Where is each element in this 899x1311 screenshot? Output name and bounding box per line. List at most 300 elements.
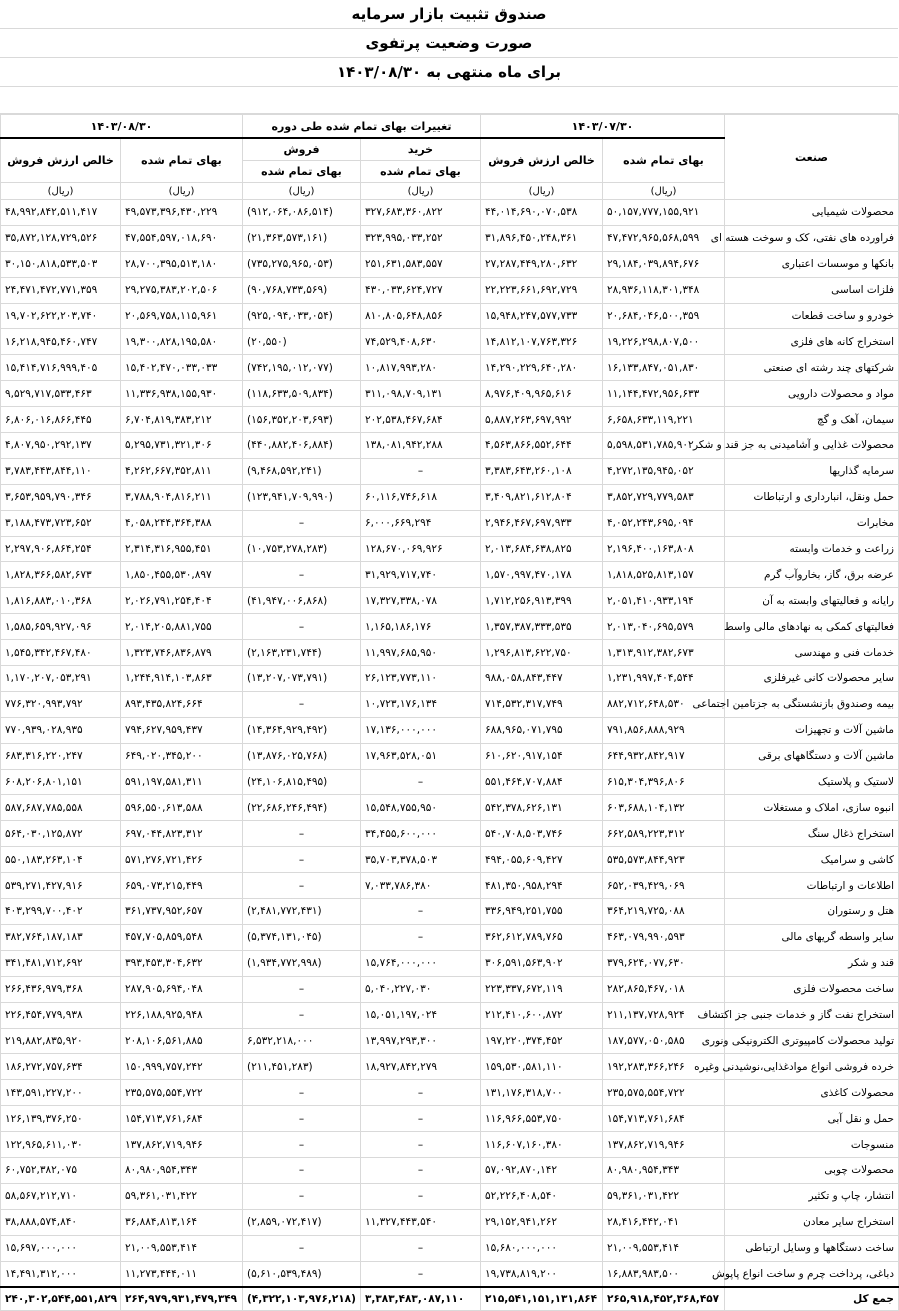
buy-cost: ۶,۰۰۰,۶۶۹,۲۹۴ xyxy=(361,510,481,536)
table-row xyxy=(1,407,899,433)
end-net-value: ۱۹,۷۰۲,۶۲۲,۲۰۳,۷۴۰ xyxy=(1,303,121,329)
industry-name: خرده فروشی انواع موادغذایی،نوشیدنی وغیره xyxy=(725,1054,899,1080)
buy-cost: ۱۱,۳۲۷,۴۴۳,۵۴۰ xyxy=(361,1209,481,1235)
start-net-value: ۱,۳۵۷,۳۸۷,۳۳۳,۵۳۵ xyxy=(481,614,603,640)
end-net-value: ۱۲۶,۱۳۹,۳۷۶,۲۵۰ xyxy=(1,1106,121,1132)
buy-cost: ۱۳۸,۰۸۱,۹۴۲,۲۸۸ xyxy=(361,433,481,459)
end-cost-header: بهای تمام شده xyxy=(121,138,243,183)
end-net-value: ۱۲۲,۹۶۵,۶۱۱,۰۳۰ xyxy=(1,1132,121,1158)
start-net-value: ۴۴,۰۱۴,۶۹۰,۰۷۰,۵۳۸ xyxy=(481,200,603,226)
industry-name: استخراج نفت گاز و خدمات جنبی جز اکتشاف xyxy=(725,1002,899,1028)
table-row xyxy=(1,1106,899,1132)
report-title: صورت وضعیت پرتفوی xyxy=(0,29,898,58)
industry-name: شرکتهای چند رشته ای صنعتی xyxy=(725,355,899,381)
industry-name: مخابرات xyxy=(725,510,899,536)
buy-cost: ۱۲۸,۶۷۰,۰۶۹,۹۲۶ xyxy=(361,536,481,562)
buy-cost: ۱۵,۰۵۱,۱۹۷,۰۲۴ xyxy=(361,1002,481,1028)
end-net-value: ۳۴۱,۴۸۱,۷۱۲,۶۹۲ xyxy=(1,950,121,976)
end-cost: ۷۹۴,۶۲۷,۹۵۹,۴۳۷ xyxy=(121,717,243,743)
start-cost: ۶۴۴,۹۳۲,۸۴۲,۹۱۷ xyxy=(603,743,725,769)
buy-cost: ۱۰,۷۲۳,۱۷۶,۱۳۴ xyxy=(361,691,481,717)
end-net-value: ۶,۸۰۶,۰۱۶,۸۶۶,۴۴۵ xyxy=(1,407,121,433)
start-cost: ۴,۲۷۲,۱۳۵,۹۴۵,۰۵۲ xyxy=(603,458,725,484)
start-cost: ۱۶,۸۸۳,۹۸۳,۵۰۰ xyxy=(603,1261,725,1287)
end-cost: ۴۷,۵۵۴,۵۹۷,۰۱۸,۶۹۰ xyxy=(121,225,243,251)
sell-cost: – xyxy=(243,562,361,588)
table-row xyxy=(1,225,899,251)
table-row xyxy=(1,1183,899,1209)
start-net-value: ۴۸۱,۳۵۰,۹۵۸,۲۹۴ xyxy=(481,873,603,899)
sell-cost: – xyxy=(243,510,361,536)
start-net-value: ۳۰۶,۵۹۱,۵۶۳,۹۰۲ xyxy=(481,950,603,976)
table-row xyxy=(1,821,899,847)
start-net-value: ۳,۴۰۹,۸۲۱,۶۱۲,۸۰۴ xyxy=(481,484,603,510)
table-row xyxy=(1,795,899,821)
sell-cost: (۲۰,۵۵۰) xyxy=(243,329,361,355)
sell-cost: – xyxy=(243,614,361,640)
sell-cost: – xyxy=(243,1157,361,1183)
start-cost: ۲,۰۱۳,۰۴۰,۶۹۵,۵۷۹ xyxy=(603,614,725,640)
industry-name: محصولات غذایی و آشامیدنی به جز قند و شکر xyxy=(725,433,899,459)
buy-cost: – xyxy=(361,458,481,484)
table-row xyxy=(1,484,899,510)
end-cost: ۶۵۹,۰۷۳,۲۱۵,۴۴۹ xyxy=(121,873,243,899)
end-net-value: ۳,۶۵۳,۹۵۹,۷۹۰,۳۴۶ xyxy=(1,484,121,510)
end-net-value: ۹,۵۲۹,۷۱۷,۵۳۳,۴۶۳ xyxy=(1,381,121,407)
start-net-value: ۶۱۰,۶۲۰,۹۱۷,۱۵۴ xyxy=(481,743,603,769)
start-cost: ۱۹,۲۲۶,۲۹۸,۸۰۷,۵۰۰ xyxy=(603,329,725,355)
sell-cost: – xyxy=(243,976,361,1002)
start-cost: ۳۷۹,۶۲۴,۰۷۷,۶۳۰ xyxy=(603,950,725,976)
end-net-value: ۳۰,۱۵۰,۸۱۸,۵۳۳,۵۰۳ xyxy=(1,251,121,277)
table-row xyxy=(1,873,899,899)
start-cost-header: بهای تمام شده xyxy=(603,138,725,183)
industry-name: استخراج کانه های فلزی xyxy=(725,329,899,355)
start-cost: ۶۶۲,۵۸۹,۲۲۳,۳۱۲ xyxy=(603,821,725,847)
start-net-value: ۲۷,۲۸۷,۴۴۹,۲۸۰,۶۳۲ xyxy=(481,251,603,277)
start-cost: ۲۸,۹۳۶,۱۱۸,۳۰۱,۳۴۸ xyxy=(603,277,725,303)
total-end-net-value: ۲۴۰,۳۰۲,۵۴۴,۵۵۱,۸۲۹ xyxy=(1,1287,121,1311)
buy-cost: ۳۲۷,۶۸۳,۳۶۰,۸۲۲ xyxy=(361,200,481,226)
start-net-value: ۲۲۳,۳۳۷,۶۷۲,۱۱۹ xyxy=(481,976,603,1002)
table-row xyxy=(1,640,899,666)
table-row xyxy=(1,769,899,795)
start-net-value: ۱,۲۹۶,۸۱۳,۶۲۲,۷۵۰ xyxy=(481,640,603,666)
start-net-value: ۱۹۷,۲۲۰,۳۷۴,۴۵۲ xyxy=(481,1028,603,1054)
end-cost: ۲۱,۰۰۹,۵۵۳,۴۱۴ xyxy=(121,1235,243,1261)
end-cost: ۸۰,۹۸۰,۹۵۴,۳۴۳ xyxy=(121,1157,243,1183)
end-cost: ۱۱,۲۷۳,۴۴۴,۰۱۱ xyxy=(121,1261,243,1287)
start-cost: ۳۶۴,۲۱۹,۷۲۵,۰۸۸ xyxy=(603,899,725,925)
start-cost: ۱۳۷,۸۶۲,۷۱۹,۹۴۶ xyxy=(603,1132,725,1158)
sell-cost: (۱۴,۳۶۴,۹۲۹,۴۹۲) xyxy=(243,717,361,743)
start-net-value: ۶۸۸,۹۶۵,۰۷۱,۷۹۵ xyxy=(481,717,603,743)
start-net-value: ۵۴۰,۷۰۸,۵۰۳,۷۴۶ xyxy=(481,821,603,847)
unit-label: (ریال) xyxy=(243,183,361,200)
start-cost: ۱۱,۱۴۴,۴۷۲,۹۵۶,۶۳۳ xyxy=(603,381,725,407)
industry-name: سرمایه گذاریها xyxy=(725,458,899,484)
table-row xyxy=(1,200,899,226)
end-net-value: ۱,۵۴۵,۳۴۲,۴۶۷,۴۸۰ xyxy=(1,640,121,666)
start-net-value: ۴۹۴,۰۵۵,۶۰۹,۴۲۷ xyxy=(481,847,603,873)
start-net-value: ۱۴,۲۹۰,۲۲۹,۶۴۰,۲۸۰ xyxy=(481,355,603,381)
end-net-value: ۱۸۶,۲۷۲,۷۵۷,۶۳۴ xyxy=(1,1054,121,1080)
end-net-value: ۱۴,۴۹۱,۳۱۲,۰۰۰ xyxy=(1,1261,121,1287)
sell-cost: (۱۱۸,۶۳۳,۵۰۹,۸۳۴) xyxy=(243,381,361,407)
industry-name: هتل و رستوران xyxy=(725,899,899,925)
end-net-value: ۱,۸۲۸,۳۶۶,۵۸۲,۶۷۳ xyxy=(1,562,121,588)
industry-name: زراعت و خدمات وابسته xyxy=(725,536,899,562)
industry-name: کاشی و سرامیک xyxy=(725,847,899,873)
start-cost: ۴۷,۴۷۲,۹۶۵,۵۶۸,۵۹۹ xyxy=(603,225,725,251)
end-net-value: ۵۵۰,۱۸۳,۲۶۳,۱۰۴ xyxy=(1,847,121,873)
end-cost: ۱۱,۳۳۶,۹۳۸,۱۵۵,۹۳۰ xyxy=(121,381,243,407)
total-row xyxy=(1,1287,899,1311)
end-net-value: ۳,۱۸۸,۴۷۳,۷۲۳,۶۵۲ xyxy=(1,510,121,536)
buy-cost: ۱۱,۹۹۷,۶۸۵,۹۵۰ xyxy=(361,640,481,666)
sell-cost: – xyxy=(243,1183,361,1209)
table-row xyxy=(1,1157,899,1183)
buy-cost: ۳۲۳,۹۹۵,۰۳۳,۲۵۲ xyxy=(361,225,481,251)
sell-cost: – xyxy=(243,691,361,717)
buy-cost: ۱۳,۹۹۷,۲۹۳,۳۰۰ xyxy=(361,1028,481,1054)
industry-name: سایر واسطه گریهای مالی xyxy=(725,924,899,950)
end-cost: ۳۶,۸۸۴,۸۱۳,۱۶۴ xyxy=(121,1209,243,1235)
end-net-value: ۲,۲۹۷,۹۰۶,۸۶۴,۲۵۴ xyxy=(1,536,121,562)
table-row xyxy=(1,458,899,484)
start-cost: ۲۱,۰۰۹,۵۵۳,۴۱۴ xyxy=(603,1235,725,1261)
report-period: برای ماه منتهی به ۱۴۰۳/۰۸/۳۰ xyxy=(0,58,898,87)
buy-cost: ۲۶,۱۲۳,۷۷۳,۱۱۰ xyxy=(361,666,481,692)
end-net-value: ۵۳۹,۲۷۱,۴۲۷,۹۱۶ xyxy=(1,873,121,899)
start-net-value: ۲۹,۱۵۲,۹۴۱,۲۶۲ xyxy=(481,1209,603,1235)
start-cost: ۶۵۲,۰۳۹,۴۲۹,۰۶۹ xyxy=(603,873,725,899)
sell-cost: (۹۱۲,۰۶۴,۰۸۶,۵۱۴) xyxy=(243,200,361,226)
industry-name: انتشار، چاپ و تکثیر xyxy=(725,1183,899,1209)
table-row xyxy=(1,691,899,717)
buy-cost: ۱۷,۱۳۶,۰۰۰,۰۰۰ xyxy=(361,717,481,743)
end-net-value: ۶۰۸,۲۰۶,۸۰۱,۱۵۱ xyxy=(1,769,121,795)
industry-name: بیمه وصندوق بازنشستگی به جزتامین اجتماعی xyxy=(725,691,899,717)
end-cost: ۲۲۶,۱۸۸,۹۲۵,۹۴۸ xyxy=(121,1002,243,1028)
sell-cost: (۲۱۱,۴۵۱,۲۸۳) xyxy=(243,1054,361,1080)
industry-name: ماشین آلات و تجهیزات xyxy=(725,717,899,743)
end-net-value: ۲۶۶,۴۳۶,۹۷۹,۳۶۸ xyxy=(1,976,121,1002)
industry-name: استخراج ذغال سنگ xyxy=(725,821,899,847)
start-net-value: ۱۳۱,۱۷۶,۳۱۸,۷۰۰ xyxy=(481,1080,603,1106)
end-cost: ۲۰,۵۶۹,۷۵۸,۱۱۵,۹۶۱ xyxy=(121,303,243,329)
end-net-value: ۵۸,۵۶۷,۲۱۲,۷۱۰ xyxy=(1,1183,121,1209)
end-net-value: ۳۵,۸۷۲,۱۲۸,۷۲۹,۵۲۶ xyxy=(1,225,121,251)
end-net-value: ۱۴۳,۵۹۱,۲۲۷,۲۰۰ xyxy=(1,1080,121,1106)
start-cost: ۵,۵۹۸,۵۳۱,۷۸۵,۹۰۲ xyxy=(603,433,725,459)
sell-cost: (۲,۴۸۱,۷۷۲,۴۳۱) xyxy=(243,899,361,925)
start-cost: ۲۹,۱۸۴,۰۳۹,۸۹۴,۶۷۶ xyxy=(603,251,725,277)
sell-cost: (۹۰,۷۶۸,۷۳۳,۵۶۹) xyxy=(243,277,361,303)
industry-name: فعالیتهای کمکی به نهادهای مالی واسط xyxy=(725,614,899,640)
end-net-value: ۴۰۳,۲۹۹,۷۰۰,۴۰۲ xyxy=(1,899,121,925)
sell-cost: (۲۴,۱۰۶,۸۱۵,۴۹۵) xyxy=(243,769,361,795)
end-net-value: ۴۸,۹۹۲,۸۴۲,۵۱۱,۴۱۷ xyxy=(1,200,121,226)
table-row xyxy=(1,355,899,381)
buy-cost: ۱۷,۳۲۷,۳۳۸,۰۷۸ xyxy=(361,588,481,614)
total-sell-cost: (۴,۳۲۲,۱۰۳,۹۷۶,۲۱۸) xyxy=(243,1287,361,1311)
sell-cost: (۱,۹۳۴,۷۷۲,۹۹۸) xyxy=(243,950,361,976)
sell-cost: – xyxy=(243,1235,361,1261)
end-cost: ۲,۰۱۴,۲۰۵,۸۸۱,۷۵۵ xyxy=(121,614,243,640)
industry-name: عرضه برق، گاز، بخاروآب گرم xyxy=(725,562,899,588)
table-row xyxy=(1,976,899,1002)
sell-cost: (۴۴۰,۸۸۲,۴۰۶,۸۸۴) xyxy=(243,433,361,459)
start-net-value: ۸,۹۷۶,۴۰۹,۹۶۵,۶۱۶ xyxy=(481,381,603,407)
end-cost: ۵۹,۳۶۱,۰۳۱,۴۲۲ xyxy=(121,1183,243,1209)
buy-cost: – xyxy=(361,1080,481,1106)
end-net-value: ۱,۵۸۵,۶۵۹,۹۲۷,۰۹۶ xyxy=(1,614,121,640)
table-row xyxy=(1,588,899,614)
portfolio-table xyxy=(0,114,899,1311)
start-cost: ۸۰,۹۸۰,۹۵۴,۳۴۳ xyxy=(603,1157,725,1183)
end-cost: ۴۵۷,۷۰۵,۸۵۹,۵۴۸ xyxy=(121,924,243,950)
buy-cost: – xyxy=(361,899,481,925)
buy-cost-header: بهای تمام شده xyxy=(361,161,481,183)
industry-name: محصولات کاغذی xyxy=(725,1080,899,1106)
start-cost: ۲۸۲,۸۶۵,۴۶۷,۰۱۸ xyxy=(603,976,725,1002)
sell-cost: (۱۳,۲۰۷,۰۷۳,۷۹۱) xyxy=(243,666,361,692)
start-cost: ۴۶۳,۰۷۹,۹۹۰,۵۹۳ xyxy=(603,924,725,950)
industry-name: دباغی، پرداخت چرم و ساخت انواع پاپوش xyxy=(725,1261,899,1287)
start-cost: ۲۳۵,۵۷۵,۵۵۴,۷۲۲ xyxy=(603,1080,725,1106)
end-net-value: ۷۷۶,۳۲۰,۹۹۳,۷۹۲ xyxy=(1,691,121,717)
fund-name: صندوق تثبیت بازار سرمایه xyxy=(0,0,898,29)
industry-name: سایر محصولات کانی غیرفلزی xyxy=(725,666,899,692)
table-row xyxy=(1,251,899,277)
sell-cost: (۱۳,۸۷۶,۰۲۵,۷۶۸) xyxy=(243,743,361,769)
sell-cost: (۲,۸۵۹,۰۷۲,۴۱۷) xyxy=(243,1209,361,1235)
industry-name: رایانه و فعالیتهای وابسته به آن xyxy=(725,588,899,614)
industry-name: فلزات اساسی xyxy=(725,277,899,303)
industry-name: ماشین آلات و دستگاههای برقی xyxy=(725,743,899,769)
start-net-value: ۱۵۹,۵۳۰,۵۸۱,۱۱۰ xyxy=(481,1054,603,1080)
start-net-value: ۱۹,۷۳۸,۸۱۹,۲۰۰ xyxy=(481,1261,603,1287)
start-cost: ۱۶,۱۳۳,۸۴۷,۰۵۱,۸۳۰ xyxy=(603,355,725,381)
table-row xyxy=(1,329,899,355)
table-row xyxy=(1,1132,899,1158)
start-net-value: ۳۳۶,۹۴۹,۲۵۱,۷۵۵ xyxy=(481,899,603,925)
end-cost: ۳,۷۸۸,۹۰۴,۸۱۶,۲۱۱ xyxy=(121,484,243,510)
start-cost: ۶,۶۵۸,۶۳۳,۱۱۹,۲۲۱ xyxy=(603,407,725,433)
end-cost: ۲,۳۱۴,۳۱۶,۹۵۵,۴۵۱ xyxy=(121,536,243,562)
end-cost: ۱,۸۵۰,۴۵۵,۵۳۰,۸۹۷ xyxy=(121,562,243,588)
start-cost: ۲۸,۴۱۶,۴۴۲,۰۴۱ xyxy=(603,1209,725,1235)
table-row xyxy=(1,1002,899,1028)
start-cost: ۲۱۱,۱۳۷,۷۲۸,۹۲۴ xyxy=(603,1002,725,1028)
start-net-value-header: خالص ارزش فروش xyxy=(481,138,603,183)
table-row xyxy=(1,1054,899,1080)
sell-cost: – xyxy=(243,1106,361,1132)
buy-cost: ۴۳۰,۰۳۳,۶۲۴,۷۲۷ xyxy=(361,277,481,303)
sell-cost: (۲۱,۳۶۳,۵۷۳,۱۶۱) xyxy=(243,225,361,251)
start-cost: ۴,۰۵۲,۲۴۳,۶۹۵,۰۹۴ xyxy=(603,510,725,536)
start-net-value: ۱۵,۹۴۸,۲۴۷,۵۷۷,۷۳۳ xyxy=(481,303,603,329)
end-cost: ۱۵۴,۷۱۳,۷۶۱,۶۸۴ xyxy=(121,1106,243,1132)
end-cost: ۵۹۶,۵۵۰,۶۱۳,۵۸۸ xyxy=(121,795,243,821)
portfolio-rows xyxy=(1,200,899,1288)
end-net-value: ۶۰,۷۵۲,۳۸۲,۰۷۵ xyxy=(1,1157,121,1183)
sell-cost-header: بهای تمام شده xyxy=(243,161,361,183)
end-net-value: ۵۸۷,۶۸۷,۷۸۵,۵۵۸ xyxy=(1,795,121,821)
end-cost: ۲۸۷,۹۰۵,۶۹۴,۰۴۸ xyxy=(121,976,243,1002)
header-spacer xyxy=(0,87,898,114)
start-net-value: ۵,۸۸۷,۲۶۳,۶۹۷,۹۹۲ xyxy=(481,407,603,433)
start-cost: ۲,۰۵۱,۴۱۰,۹۳۳,۱۹۴ xyxy=(603,588,725,614)
table-row xyxy=(1,433,899,459)
sell-cost: (۵,۶۱۰,۵۳۹,۴۸۹) xyxy=(243,1261,361,1287)
end-cost: ۵,۲۹۵,۷۳۱,۳۲۱,۳۰۶ xyxy=(121,433,243,459)
end-cost: ۱۵,۴۰۲,۴۷۰,۰۳۳,۰۳۳ xyxy=(121,355,243,381)
buy-cost: ۳۴,۴۵۵,۶۰۰,۰۰۰ xyxy=(361,821,481,847)
end-net-value: ۲۲۶,۴۵۴,۷۷۹,۹۳۸ xyxy=(1,1002,121,1028)
end-net-value: ۱۶,۲۱۸,۹۴۵,۴۶۰,۷۴۷ xyxy=(1,329,121,355)
start-cost: ۶۰۳,۶۸۸,۱۰۴,۱۳۲ xyxy=(603,795,725,821)
industry-name: حمل ونقل، انبارداری و ارتباطات xyxy=(725,484,899,510)
start-net-value: ۷۱۴,۵۳۲,۳۱۷,۷۴۹ xyxy=(481,691,603,717)
end-net-value-header: خالص ارزش فروش xyxy=(1,138,121,183)
buy-cost: – xyxy=(361,924,481,950)
buy-cost: ۷,۰۳۳,۷۸۶,۳۸۰ xyxy=(361,873,481,899)
buy-cost: – xyxy=(361,1157,481,1183)
start-net-value: ۱۵,۶۸۰,۰۰۰,۰۰۰ xyxy=(481,1235,603,1261)
start-net-value: ۵۵۱,۴۶۴,۷۰۷,۸۸۴ xyxy=(481,769,603,795)
start-net-value: ۱۱۶,۹۶۶,۵۵۳,۷۵۰ xyxy=(481,1106,603,1132)
industry-name: لاستیک و پلاستیک xyxy=(725,769,899,795)
start-cost: ۷۹۱,۸۵۶,۸۸۸,۹۲۹ xyxy=(603,717,725,743)
end-cost: ۸۹۳,۴۳۵,۸۲۴,۶۶۴ xyxy=(121,691,243,717)
sell-cost: (۹۲۵,۰۹۴,۰۳۳,۰۵۴) xyxy=(243,303,361,329)
sell-cost: (۱۵۶,۳۵۲,۲۰۳,۶۹۳) xyxy=(243,407,361,433)
start-net-value: ۲,۰۱۳,۶۸۴,۶۳۸,۸۲۵ xyxy=(481,536,603,562)
start-net-value: ۱۱۶,۶۰۷,۱۶۰,۳۸۰ xyxy=(481,1132,603,1158)
industry-name: اطلاعات و ارتباطات xyxy=(725,873,899,899)
start-net-value: ۵۷,۰۹۲,۸۷۰,۱۴۲ xyxy=(481,1157,603,1183)
buy-cost: ۷۴,۵۲۹,۴۰۸,۶۳۰ xyxy=(361,329,481,355)
end-net-value: ۳,۷۸۳,۴۴۳,۸۴۴,۱۱۰ xyxy=(1,458,121,484)
end-net-value: ۱۵,۴۱۴,۷۱۶,۹۹۹,۴۰۵ xyxy=(1,355,121,381)
buy-cost: ۱۰,۸۱۷,۹۹۳,۲۸۰ xyxy=(361,355,481,381)
table-row xyxy=(1,743,899,769)
industry-name: فراورده های نفتی، کک و سوخت هسته ای xyxy=(725,225,899,251)
start-net-value: ۱,۵۷۰,۹۹۷,۴۷۰,۱۷۸ xyxy=(481,562,603,588)
industry-name: بانکها و موسسات اعتباری xyxy=(725,251,899,277)
end-net-value: ۲۱۹,۸۸۲,۸۳۵,۹۲۰ xyxy=(1,1028,121,1054)
end-net-value: ۴,۸۰۷,۹۵۰,۲۹۲,۱۳۷ xyxy=(1,433,121,459)
total-label: جمع کل xyxy=(725,1287,899,1311)
start-cost: ۵۳۵,۵۷۳,۸۴۴,۹۲۳ xyxy=(603,847,725,873)
end-cost: ۲,۰۲۶,۷۹۱,۲۵۴,۴۰۴ xyxy=(121,588,243,614)
end-cost: ۱۹,۳۰۰,۸۲۸,۱۹۵,۵۸۰ xyxy=(121,329,243,355)
table-row xyxy=(1,1209,899,1235)
table-row xyxy=(1,277,899,303)
end-net-value: ۱,۸۱۶,۸۸۳,۰۱۰,۳۶۸ xyxy=(1,588,121,614)
start-cost: ۲۰,۶۸۴,۰۴۶,۵۰۰,۳۵۹ xyxy=(603,303,725,329)
end-date-header: ۱۴۰۳/۰۸/۳۰ xyxy=(1,115,243,139)
start-net-value: ۹۸۸,۰۵۸,۸۴۳,۴۴۷ xyxy=(481,666,603,692)
buy-cost: ۱۵,۷۶۴,۰۰۰,۰۰۰ xyxy=(361,950,481,976)
total-start-cost: ۲۶۵,۹۱۸,۴۵۲,۳۶۸,۴۵۷ xyxy=(603,1287,725,1311)
sell-cost: – xyxy=(243,821,361,847)
sell-cost: (۴۱,۹۴۷,۰۰۶,۸۶۸) xyxy=(243,588,361,614)
sell-cost: (۵,۳۷۴,۱۳۱,۰۴۵) xyxy=(243,924,361,950)
table-row xyxy=(1,924,899,950)
industry-name: انبوه سازی، املاک و مستغلات xyxy=(725,795,899,821)
start-cost: ۵۹,۳۶۱,۰۳۱,۴۲۲ xyxy=(603,1183,725,1209)
end-net-value: ۱,۱۷۰,۲۰۷,۰۵۳,۲۹۱ xyxy=(1,666,121,692)
unit-label: (ریال) xyxy=(481,183,603,200)
sell-cost: ۶,۵۳۲,۲۱۸,۰۰۰ xyxy=(243,1028,361,1054)
start-net-value: ۱۴,۸۱۲,۱۰۷,۷۶۳,۳۲۶ xyxy=(481,329,603,355)
start-cost: ۱,۲۳۱,۹۹۷,۴۰۴,۵۴۴ xyxy=(603,666,725,692)
table-row xyxy=(1,510,899,536)
buy-cost: ۳۱۱,۰۹۸,۷۰۹,۱۳۱ xyxy=(361,381,481,407)
buy-cost: – xyxy=(361,1261,481,1287)
end-net-value: ۳۸,۸۸۸,۵۷۴,۸۴۰ xyxy=(1,1209,121,1235)
buy-cost: – xyxy=(361,1183,481,1209)
start-cost: ۱۹۲,۲۸۳,۳۶۶,۲۴۶ xyxy=(603,1054,725,1080)
industry-name: ساخت دستگاهها و وسایل ارتباطی xyxy=(725,1235,899,1261)
end-net-value: ۶۸۳,۳۱۶,۲۲۰,۲۴۷ xyxy=(1,743,121,769)
buy-cost: – xyxy=(361,1132,481,1158)
start-net-value: ۲۱۲,۴۱۰,۶۰۰,۸۷۲ xyxy=(481,1002,603,1028)
end-cost: ۲۰۸,۱۰۶,۵۶۱,۸۸۵ xyxy=(121,1028,243,1054)
industry-name: خدمات فنی و مهندسی xyxy=(725,640,899,666)
table-row xyxy=(1,1028,899,1054)
start-net-value: ۳,۳۸۳,۶۴۳,۲۶۰,۱۰۸ xyxy=(481,458,603,484)
end-cost: ۶,۷۰۴,۸۱۹,۳۸۳,۲۱۲ xyxy=(121,407,243,433)
start-cost: ۱,۸۱۸,۵۲۵,۸۱۳,۱۵۷ xyxy=(603,562,725,588)
table-row xyxy=(1,562,899,588)
end-cost: ۱۳۷,۸۶۲,۷۱۹,۹۴۶ xyxy=(121,1132,243,1158)
start-cost: ۱,۳۱۳,۹۱۲,۳۸۲,۶۷۳ xyxy=(603,640,725,666)
table-row xyxy=(1,381,899,407)
sell-cost: (۷۳۵,۲۷۵,۹۶۵,۰۵۳) xyxy=(243,251,361,277)
end-cost: ۵۷۱,۲۷۶,۷۲۱,۴۲۶ xyxy=(121,847,243,873)
table-row xyxy=(1,1261,899,1287)
sell-cost: – xyxy=(243,1002,361,1028)
sell-cost: – xyxy=(243,847,361,873)
table-row xyxy=(1,717,899,743)
start-net-value: ۲,۹۴۶,۴۶۷,۶۹۷,۹۳۳ xyxy=(481,510,603,536)
industry-name: مواد و محصولات دارویی xyxy=(725,381,899,407)
buy-cost: ۱۸,۹۲۷,۸۴۲,۲۷۹ xyxy=(361,1054,481,1080)
table-row xyxy=(1,950,899,976)
table-row xyxy=(1,614,899,640)
start-cost: ۵۰,۱۵۷,۷۷۷,۱۵۵,۹۲۱ xyxy=(603,200,725,226)
end-cost: ۶۹۷,۰۴۴,۸۲۳,۳۱۲ xyxy=(121,821,243,847)
end-cost: ۱,۳۲۳,۷۴۶,۸۳۶,۸۷۹ xyxy=(121,640,243,666)
start-cost: ۱۸۷,۵۷۷,۰۵۰,۵۸۵ xyxy=(603,1028,725,1054)
end-net-value: ۷۷۰,۹۳۹,۰۲۸,۹۳۵ xyxy=(1,717,121,743)
start-cost: ۳,۸۵۲,۷۲۹,۷۷۹,۵۸۳ xyxy=(603,484,725,510)
end-net-value: ۲۴,۴۷۱,۴۷۲,۷۷۱,۳۵۹ xyxy=(1,277,121,303)
table-row xyxy=(1,666,899,692)
industry-name: ساخت محصولات فلزی xyxy=(725,976,899,1002)
buy-cost: ۱۷,۹۶۳,۵۲۸,۰۵۱ xyxy=(361,743,481,769)
start-net-value: ۵۴۲,۳۷۸,۶۲۶,۱۳۱ xyxy=(481,795,603,821)
industry-name: خودرو و ساخت قطعات xyxy=(725,303,899,329)
buy-cost: ۲۰۲,۵۳۸,۴۶۷,۶۸۴ xyxy=(361,407,481,433)
total-buy-cost: ۳,۳۸۳,۴۸۳,۰۸۷,۱۱۰ xyxy=(361,1287,481,1311)
sell-cost: (۲,۱۶۳,۲۳۱,۷۴۴) xyxy=(243,640,361,666)
end-cost: ۳۹۳,۴۵۳,۳۰۴,۶۳۲ xyxy=(121,950,243,976)
